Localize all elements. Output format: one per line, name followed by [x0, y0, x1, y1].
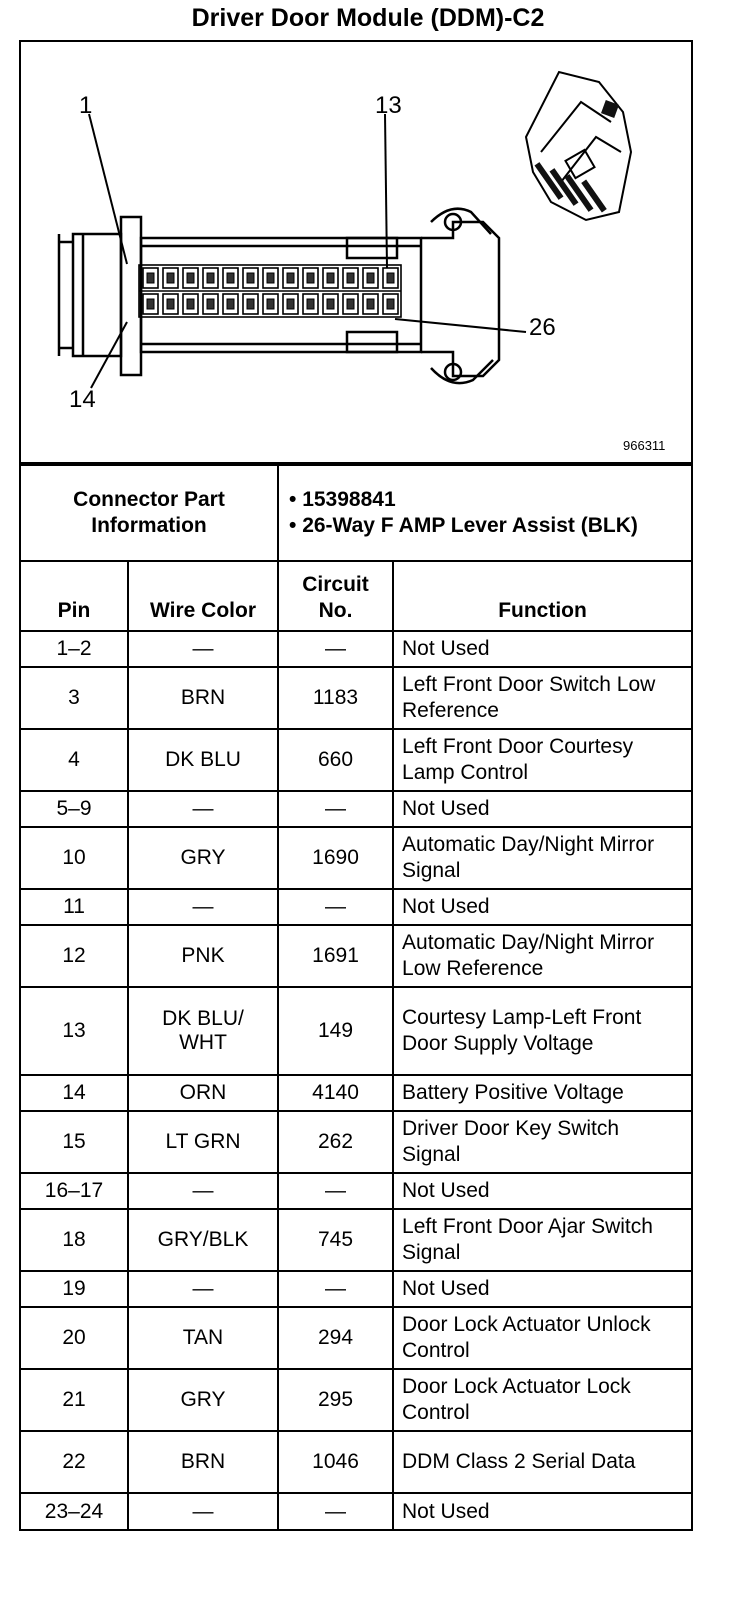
wire-color-cell: PNK	[128, 925, 278, 987]
table-row	[21, 925, 691, 987]
connector-part-number: • 15398841	[289, 488, 396, 511]
pin-cell: 11	[21, 889, 128, 925]
connector-info-items	[278, 465, 691, 561]
wire-color-cell: TAN	[128, 1307, 278, 1369]
wire-color-cell: GRY/BLK	[128, 1209, 278, 1271]
header-circuit-no: Circuit No.	[278, 561, 393, 631]
pin-cell: 23–24	[21, 1493, 128, 1529]
wire-color-cell: —	[128, 1493, 278, 1529]
table-row	[21, 827, 691, 889]
terminal-contact	[167, 299, 174, 309]
connector-document	[19, 40, 693, 1531]
function-cell: Left Front Door Switch Low Reference	[393, 667, 691, 729]
pin-cell: 1–2	[21, 631, 128, 667]
function-cell: DDM Class 2 Serial Data	[393, 1431, 691, 1493]
table-row	[21, 1111, 691, 1173]
terminal-contact	[247, 273, 254, 283]
function-cell: Not Used	[393, 1493, 691, 1529]
function-cell: Not Used	[393, 631, 691, 667]
terminal-contact	[187, 299, 194, 309]
header-pin: Pin	[21, 561, 128, 631]
terminal-contact	[207, 299, 214, 309]
terminal-contact	[167, 273, 174, 283]
terminal-contact	[387, 273, 394, 283]
terminal-contact	[367, 273, 374, 283]
pin-cell: 4	[21, 729, 128, 791]
function-cell: Automatic Day/Night Mirror Low Reference	[393, 925, 691, 987]
circuit-no-cell: 1183	[278, 667, 393, 729]
pin-cell: 19	[21, 1271, 128, 1307]
connector-info-row	[21, 465, 691, 561]
pin-cell: 13	[21, 987, 128, 1075]
table-row	[21, 667, 691, 729]
terminal-contact	[187, 273, 194, 283]
table-row	[21, 791, 691, 827]
wire-color-cell: LT GRN	[128, 1111, 278, 1173]
wire-color-cell: —	[128, 1173, 278, 1209]
function-cell: Left Front Door Ajar Switch Signal	[393, 1209, 691, 1271]
table-row	[21, 987, 691, 1075]
table-row	[21, 1369, 691, 1431]
wire-color-cell: GRY	[128, 827, 278, 889]
circuit-no-cell: 1690	[278, 827, 393, 889]
wire-color-cell: —	[128, 791, 278, 827]
table-row	[21, 729, 691, 791]
function-cell: Battery Positive Voltage	[393, 1075, 691, 1111]
function-cell: Courtesy Lamp-Left Front Door Supply Voltage	[393, 987, 691, 1075]
circuit-no-cell: 262	[278, 1111, 393, 1173]
terminal-contact	[387, 299, 394, 309]
function-cell: Automatic Day/Night Mirror Signal	[393, 827, 691, 889]
wire-color-cell: DK BLU/ WHT	[128, 987, 278, 1075]
circuit-no-cell: 745	[278, 1209, 393, 1271]
terminal-contact	[327, 273, 334, 283]
function-cell: Driver Door Key Switch Signal	[393, 1111, 691, 1173]
page-title: Driver Door Module (DDM)-C2	[191, 4, 545, 32]
pin-cell: 20	[21, 1307, 128, 1369]
terminal-contact	[247, 299, 254, 309]
pin-cell: 18	[21, 1209, 128, 1271]
table-row	[21, 1271, 691, 1307]
pin-cell: 14	[21, 1075, 128, 1111]
circuit-no-cell: 660	[278, 729, 393, 791]
function-cell: Not Used	[393, 1271, 691, 1307]
table-row	[21, 1173, 691, 1209]
circuit-no-cell: —	[278, 889, 393, 925]
terminal-contact	[347, 273, 354, 283]
function-cell: Door Lock Actuator Lock Control	[393, 1369, 691, 1431]
circuit-no-cell: —	[278, 631, 393, 667]
function-cell: Left Front Door Courtesy Lamp Control	[393, 729, 691, 791]
table-header-row	[21, 561, 691, 631]
terminal-contact	[347, 299, 354, 309]
connector-drawing	[21, 42, 691, 462]
terminal-contact	[267, 273, 274, 283]
circuit-no-cell: 4140	[278, 1075, 393, 1111]
terminal-contact	[147, 299, 154, 309]
terminal-contact	[227, 273, 234, 283]
table-row	[21, 889, 691, 925]
circuit-no-cell: 1691	[278, 925, 393, 987]
callout-pin-1: 1	[79, 92, 93, 119]
connector-info-label: Connector Part Information	[21, 465, 278, 561]
function-cell: Not Used	[393, 1173, 691, 1209]
circuit-no-cell: —	[278, 1271, 393, 1307]
circuit-no-cell: 1046	[278, 1431, 393, 1493]
terminal-contact	[287, 273, 294, 283]
wire-color-cell: ORN	[128, 1075, 278, 1111]
callout-pin-14: 14	[69, 386, 96, 413]
table-row	[21, 1209, 691, 1271]
function-cell: Door Lock Actuator Unlock Control	[393, 1307, 691, 1369]
circuit-no-cell: 295	[278, 1369, 393, 1431]
function-cell: Not Used	[393, 889, 691, 925]
connector-part-description: • 26-Way F AMP Lever Assist (BLK)	[289, 514, 638, 537]
table-row	[21, 1307, 691, 1369]
terminal-contact	[307, 273, 314, 283]
pin-cell: 21	[21, 1369, 128, 1431]
pin-cell: 22	[21, 1431, 128, 1493]
callout-pin-13: 13	[375, 92, 402, 119]
pinout-table	[21, 464, 691, 1529]
wire-color-cell: —	[128, 889, 278, 925]
terminal-contact	[367, 299, 374, 309]
pin-cell: 3	[21, 667, 128, 729]
pin-cell: 5–9	[21, 791, 128, 827]
terminal-contact	[147, 273, 154, 283]
function-cell: Not Used	[393, 791, 691, 827]
wire-color-cell: BRN	[128, 1431, 278, 1493]
circuit-no-cell: —	[278, 791, 393, 827]
terminal-contact	[207, 273, 214, 283]
circuit-no-cell: —	[278, 1173, 393, 1209]
callout-pin-26: 26	[529, 314, 556, 341]
table-row	[21, 1075, 691, 1111]
terminal-contact	[307, 299, 314, 309]
wire-color-cell: GRY	[128, 1369, 278, 1431]
wire-color-cell: —	[128, 631, 278, 667]
terminal-contact	[327, 299, 334, 309]
table-row	[21, 1431, 691, 1493]
terminal-contact	[227, 299, 234, 309]
pin-cell: 12	[21, 925, 128, 987]
table-row	[21, 631, 691, 667]
circuit-no-cell: —	[278, 1493, 393, 1529]
pin-cell: 10	[21, 827, 128, 889]
table-row	[21, 1493, 691, 1529]
wire-color-cell: BRN	[128, 667, 278, 729]
terminal-contact	[267, 299, 274, 309]
circuit-no-cell: 294	[278, 1307, 393, 1369]
connector-illustration	[21, 42, 691, 464]
pin-cell: 15	[21, 1111, 128, 1173]
header-wire-color: Wire Color	[128, 561, 278, 631]
wire-color-cell: —	[128, 1271, 278, 1307]
wire-color-cell: DK BLU	[128, 729, 278, 791]
terminal-contact	[287, 299, 294, 309]
figure-number: 966311	[623, 438, 666, 453]
pin-cell: 16–17	[21, 1173, 128, 1209]
circuit-no-cell: 149	[278, 987, 393, 1075]
header-function: Function	[393, 561, 691, 631]
